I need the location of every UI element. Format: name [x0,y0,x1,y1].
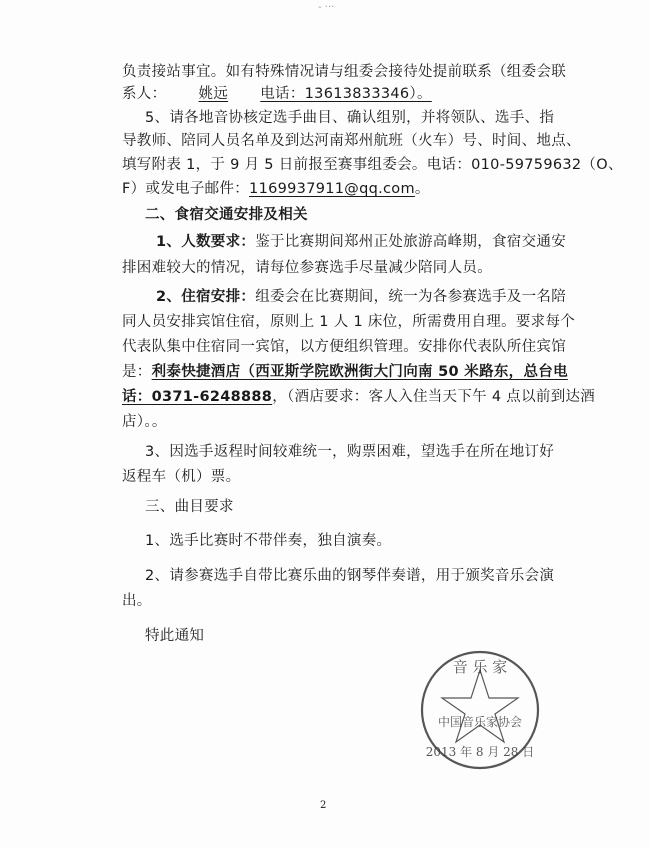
text-line: 返程车（机）票。 [122,469,241,485]
text-line [156,287,566,307]
closing-text: 特此通知 [145,628,205,644]
hotel-phone: 话：0371-6248888 [122,389,273,405]
text-line: 代表队集中住宿同一宾馆，以方便组织管理。安排你代表队所住宾馆 [122,339,566,355]
contact-line [122,84,432,104]
text-line: 2、请参赛选手自带比赛乐曲的钢琴伴奏谱，用于颁奖音乐会演 [145,568,555,584]
seal-org-text: 中国音乐家协会 [437,715,523,729]
hotel-name: 利泰快捷酒店（西亚斯学院欧洲街大门向南 50 米路东，总台电 [151,364,568,380]
text-line: 5、请各地音协核定选手曲目、确认组别，并将领队、选手、指 [145,110,555,126]
seal-date-text: 2013 年 8 月 28 日 [425,745,535,759]
hotel-label: 是： [122,364,152,380]
text-line: 1、选手比赛时不带伴奏，独自演奏。 [145,533,392,549]
item-label: 2、住宿安排： [156,289,256,305]
seal-arc-text: 音 乐 家 [452,658,508,676]
scan-speck: - ··· [318,2,335,13]
text-line: 负责接站事宜。如有特殊情况请与组委会接待处提前联系（组委会联 [122,64,566,80]
page-number: 2 [320,800,327,811]
section-heading-2: 二、食宿交通安排及相关 [145,207,308,223]
item-label: 1、人数要求： [156,234,256,250]
section-heading-3: 三、曲目要求 [145,499,234,515]
text-line: 填写附表 1，于 9 月 5 日前报至赛事组委会。电话：010-59759632（O、 [122,157,623,173]
official-seal [400,648,560,773]
item-text: 组委会在比赛期间，统一为各参赛选手及一名陪 [255,289,567,305]
email-end: 。 [414,181,430,197]
hotel-phone-line [122,387,595,407]
text-line: 排困难较大的情况，请每位参赛选手尽量减少陪同人员。 [122,260,492,276]
text-line: 同人员安排宾馆住宿，原则上 1 人 1 床位，所需费用自理。要求每个 [122,314,576,330]
text-line: 出。 [122,593,152,609]
text-line: 店）。。 [122,414,167,430]
contact-label: 系人： [122,86,167,102]
contact-phone: 电话：13613833346）。 [260,86,432,102]
text-line: 导教师、陪同人员名单及到达河南郑州航班（火车）号、时间、地点、 [122,133,581,149]
hotel-line [122,362,568,382]
email-address[interactable]: 1169937911@qq.com [249,181,415,197]
contact-name: 姚远 [198,86,229,102]
hotel-requirement: ，（酒店要求：客人入住当天下午 4 点以前到达酒 [272,389,596,405]
item-text: 鉴于比赛期间郑州正处旅游高峰期，食宿交通安 [255,234,567,250]
text-line [156,232,566,252]
email-line [122,179,430,199]
email-label: F）或发电子邮件： [122,181,250,197]
text-line: 3、因选手返程时间较难统一，购票困难，望选手在所在地订好 [145,444,555,460]
